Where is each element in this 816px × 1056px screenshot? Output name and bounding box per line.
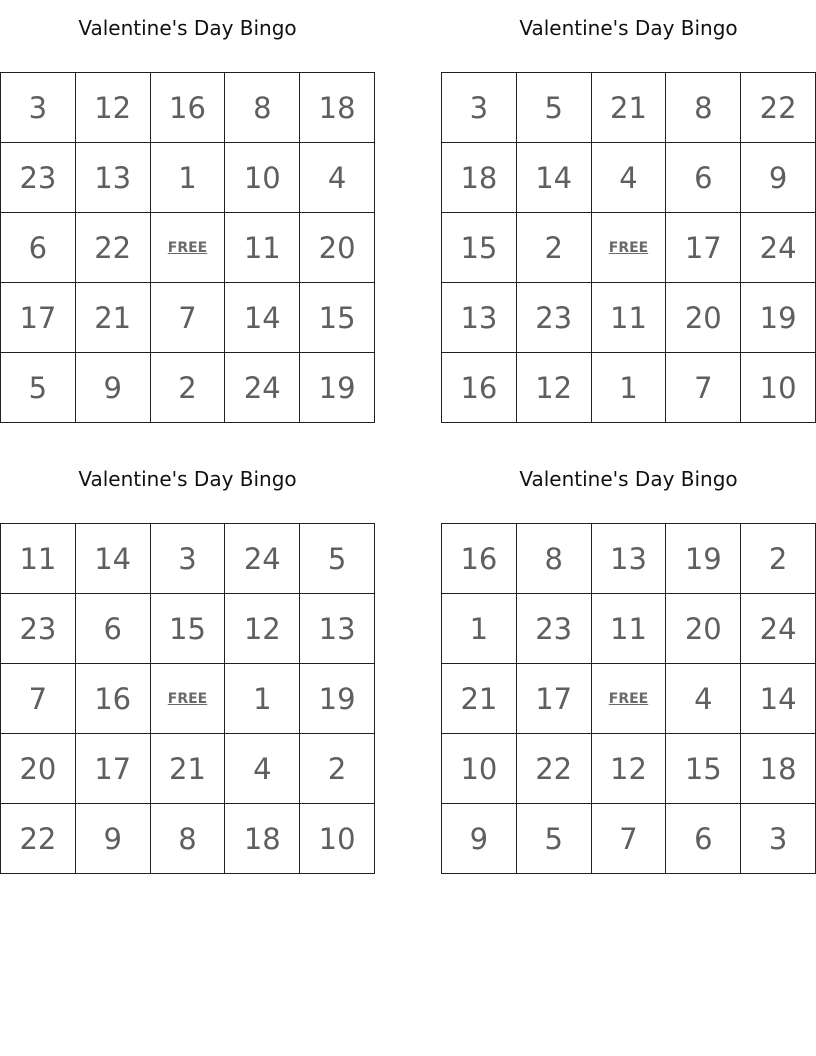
bingo-cell: 2 (300, 734, 375, 804)
bingo-cell: 8 (225, 73, 300, 143)
bingo-cell: 21 (151, 734, 226, 804)
bingo-cell: 3 (1, 73, 76, 143)
bingo-cell: 2 (741, 524, 816, 594)
bingo-cell: 16 (76, 664, 151, 734)
bingo-cell: 7 (151, 283, 226, 353)
bingo-cell: 6 (76, 594, 151, 664)
card-title: Valentine's Day Bingo (78, 467, 297, 491)
bingo-cell: 23 (1, 143, 76, 213)
bingo-cell: 23 (1, 594, 76, 664)
bingo-cell: 13 (442, 283, 517, 353)
card-title: Valentine's Day Bingo (519, 467, 738, 491)
bingo-cell: 19 (666, 524, 741, 594)
bingo-cell: 6 (1, 213, 76, 283)
bingo-cell: 8 (151, 804, 226, 874)
bingo-cell: 17 (666, 213, 741, 283)
bingo-cell: 20 (300, 213, 375, 283)
bingo-cell: 15 (300, 283, 375, 353)
bingo-cell: 10 (442, 734, 517, 804)
bingo-cell: 10 (300, 804, 375, 874)
bingo-cell: 18 (442, 143, 517, 213)
bingo-cell: 9 (76, 353, 151, 423)
bingo-cell: 8 (517, 524, 592, 594)
bingo-grid (441, 523, 816, 874)
bingo-cell: 20 (666, 283, 741, 353)
bingo-cell: 12 (76, 73, 151, 143)
bingo-cell: 1 (592, 353, 667, 423)
bingo-cell: 24 (741, 213, 816, 283)
bingo-cell: 15 (666, 734, 741, 804)
bingo-cell: 22 (1, 804, 76, 874)
bingo-cell: 2 (151, 353, 226, 423)
bingo-cell: 4 (225, 734, 300, 804)
bingo-cell: 15 (442, 213, 517, 283)
bingo-cell: 20 (666, 594, 741, 664)
bingo-cell: 3 (151, 524, 226, 594)
bingo-cell: 18 (741, 734, 816, 804)
bingo-cell: 22 (741, 73, 816, 143)
bingo-cell: 5 (517, 804, 592, 874)
bingo-card-2 (441, 16, 816, 405)
bingo-card-4 (441, 467, 816, 856)
bingo-cell: 14 (517, 143, 592, 213)
bingo-cell: 2 (517, 213, 592, 283)
bingo-cell: 18 (300, 73, 375, 143)
bingo-cell: 19 (300, 353, 375, 423)
bingo-cell: 12 (517, 353, 592, 423)
card-title: Valentine's Day Bingo (78, 16, 297, 40)
bingo-cell: 9 (741, 143, 816, 213)
bingo-cell: 21 (592, 73, 667, 143)
free-space: FREE (151, 664, 226, 734)
bingo-cell: 6 (666, 804, 741, 874)
bingo-cell: 17 (76, 734, 151, 804)
bingo-cell: 20 (1, 734, 76, 804)
free-space: FREE (592, 664, 667, 734)
bingo-cell: 13 (592, 524, 667, 594)
bingo-cell: 18 (225, 804, 300, 874)
bingo-cell: 5 (300, 524, 375, 594)
bingo-cell: 5 (1, 353, 76, 423)
bingo-cell: 17 (517, 664, 592, 734)
bingo-cell: 19 (741, 283, 816, 353)
free-space: FREE (151, 213, 226, 283)
bingo-cell: 24 (225, 353, 300, 423)
bingo-cell: 8 (666, 73, 741, 143)
bingo-cell: 11 (592, 594, 667, 664)
bingo-cell: 24 (225, 524, 300, 594)
bingo-grid (441, 72, 816, 423)
bingo-grid (0, 72, 375, 423)
bingo-cell: 1 (225, 664, 300, 734)
bingo-cell: 12 (592, 734, 667, 804)
bingo-cell: 4 (666, 664, 741, 734)
bingo-cell: 22 (76, 213, 151, 283)
bingo-cell: 11 (1, 524, 76, 594)
bingo-cell: 21 (442, 664, 517, 734)
bingo-cell: 1 (151, 143, 226, 213)
bingo-cell: 16 (151, 73, 226, 143)
bingo-cell: 4 (592, 143, 667, 213)
bingo-cell: 14 (741, 664, 816, 734)
bingo-cell: 13 (300, 594, 375, 664)
bingo-cell: 14 (76, 524, 151, 594)
bingo-cell: 13 (76, 143, 151, 213)
bingo-cell: 11 (592, 283, 667, 353)
bingo-cell: 5 (517, 73, 592, 143)
bingo-card-3 (0, 467, 375, 856)
bingo-cell: 9 (76, 804, 151, 874)
bingo-cell: 7 (666, 353, 741, 423)
bingo-cell: 12 (225, 594, 300, 664)
bingo-cell: 4 (300, 143, 375, 213)
bingo-cell: 16 (442, 524, 517, 594)
bingo-cell: 19 (300, 664, 375, 734)
bingo-cell: 22 (517, 734, 592, 804)
bingo-cell: 17 (1, 283, 76, 353)
bingo-card-1 (0, 16, 375, 405)
bingo-cell: 9 (442, 804, 517, 874)
bingo-cell: 7 (592, 804, 667, 874)
card-title: Valentine's Day Bingo (519, 16, 738, 40)
bingo-cell: 21 (76, 283, 151, 353)
bingo-cell: 3 (741, 804, 816, 874)
bingo-cell: 16 (442, 353, 517, 423)
bingo-cell: 7 (1, 664, 76, 734)
bingo-cell: 3 (442, 73, 517, 143)
bingo-cell: 1 (442, 594, 517, 664)
bingo-cell: 10 (741, 353, 816, 423)
bingo-cell: 15 (151, 594, 226, 664)
bingo-cell: 10 (225, 143, 300, 213)
bingo-cell: 23 (517, 594, 592, 664)
bingo-grid (0, 523, 375, 874)
bingo-cell: 11 (225, 213, 300, 283)
free-space: FREE (592, 213, 667, 283)
bingo-cell: 24 (741, 594, 816, 664)
bingo-cell: 6 (666, 143, 741, 213)
bingo-cell: 23 (517, 283, 592, 353)
bingo-cell: 14 (225, 283, 300, 353)
